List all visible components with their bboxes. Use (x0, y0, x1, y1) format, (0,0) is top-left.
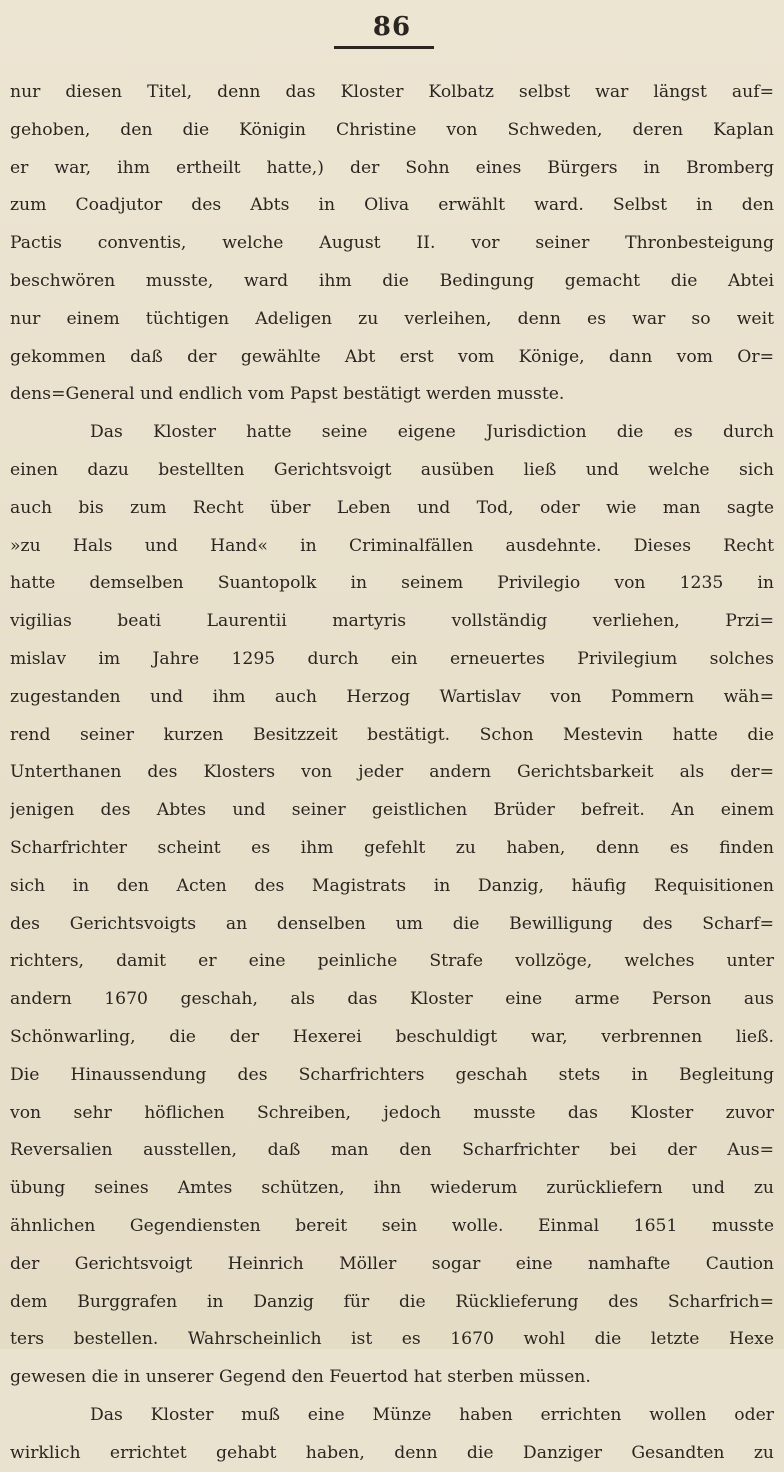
text-line: dem Burggrafen in Danzig für die Rücklieferung des Scharfrich= (10, 1291, 774, 1312)
text-line: Pactis conventis, welche August II. vor seiner Thronbesteigung (10, 233, 774, 254)
text-line: andern 1670 geschah, als das Kloster eine arme Person aus (10, 989, 774, 1010)
text-line: ähnlichen Gegendiensten bereit sein wolle. Einmal 1651 musste (10, 1215, 774, 1236)
text-line: dens=General und endlich vom Papst bestätigt werden musste. (10, 384, 565, 405)
text-line: mislav im Jahre 1295 durch ein erneuertes Privilegium solches (10, 648, 774, 669)
text-line: hatte demselben Suantopolk in seinem Privilegio von 1235 in (10, 573, 774, 594)
text-line: ters bestellen. Wahrscheinlich ist es 1670 wohl die letzte Hexe (10, 1329, 774, 1350)
text-line: der Gerichtsvoigt Heinrich Möller sogar eine namhafte Caution (10, 1253, 774, 1274)
text-line: des Gerichtsvoigts an denselben um die Bewilligung des Scharf= (10, 913, 774, 934)
text-line: Die Hinaussendung des Scharfrichters geschah stets in Begleitung (10, 1064, 774, 1085)
text-line: jenigen des Abtes und seiner geistlichen Brüder befreit. An einem (10, 800, 774, 821)
text-line: Das Kloster muß eine Münze haben errichten wollen oder (90, 1404, 774, 1425)
text-line: er war, ihm ertheilt hatte,) der Sohn eines Bürgers in Bromberg (10, 157, 774, 178)
text-line: auch bis zum Recht über Leben und Tod, oder wie man sagte (10, 497, 774, 518)
text-line: richters, damit er eine peinliche Strafe vollzöge, welches unter (10, 951, 774, 972)
text-line: wirklich errichtet gehabt haben, denn die Danziger Gesandten zu (10, 1442, 774, 1463)
text-line: einen dazu bestellten Gerichtsvoigt ausüben ließ und welche sich (10, 459, 774, 480)
text-line: sich in den Acten des Magistrats in Danzig, häufig Requisitionen (10, 875, 774, 896)
text-line: Unterthanen des Klosters von jeder andern Gerichtsbarkeit als der= (10, 762, 774, 783)
text-line: von sehr höflichen Schreiben, jedoch musste das Kloster zuvor (10, 1102, 774, 1123)
text-line: Das Kloster hatte seine eigene Jurisdiction die es durch (90, 422, 774, 443)
text-line: nur diesen Titel, denn das Kloster Kolbatz selbst war längst auf= (10, 82, 774, 102)
text-line: nur einem tüchtigen Adeligen zu verleihen, denn es war so weit (10, 308, 774, 329)
text-line: Scharfrichter scheint es ihm gefehlt zu haben, denn es finden (10, 837, 774, 858)
text-line: gewesen die in unserer Gegend den Feuertod hat sterben müssen. (10, 1367, 591, 1388)
text-line: rend seiner kurzen Besitzzeit bestätigt. Schon Mestevin hatte die (10, 724, 774, 745)
body-text (10, 74, 774, 1472)
text-line: übung seines Amtes schützen, ihn wiederum zurückliefern und zu (10, 1178, 774, 1199)
header-rule (334, 46, 434, 49)
text-line: gekommen daß der gewählte Abt erst vom Könige, dann vom Or= (10, 346, 774, 367)
text-line: beschwören musste, ward ihm die Bedingung gemacht die Abtei (10, 270, 774, 291)
text-line: Schönwarling, die der Hexerei beschuldigt war, verbrennen ließ. (10, 1026, 774, 1047)
text-line: zugestanden und ihm auch Herzog Wartislav von Pommern wäh= (10, 686, 774, 707)
text-line: »zu Hals und Hand« in Criminalfällen ausdehnte. Dieses Recht (10, 535, 774, 556)
page-number: 86 (372, 12, 412, 42)
text-line: vigilias beati Laurentii martyris vollständig verliehen, Przi= (10, 611, 774, 632)
text-line: Reversalien ausstellen, daß man den Scharfrichter bei der Aus= (10, 1140, 774, 1161)
text-line: gehoben, den die Königin Christine von Schweden, deren Kaplan (10, 119, 774, 140)
text-line: zum Coadjutor des Abts in Oliva erwählt ward. Selbst in den (10, 195, 774, 216)
